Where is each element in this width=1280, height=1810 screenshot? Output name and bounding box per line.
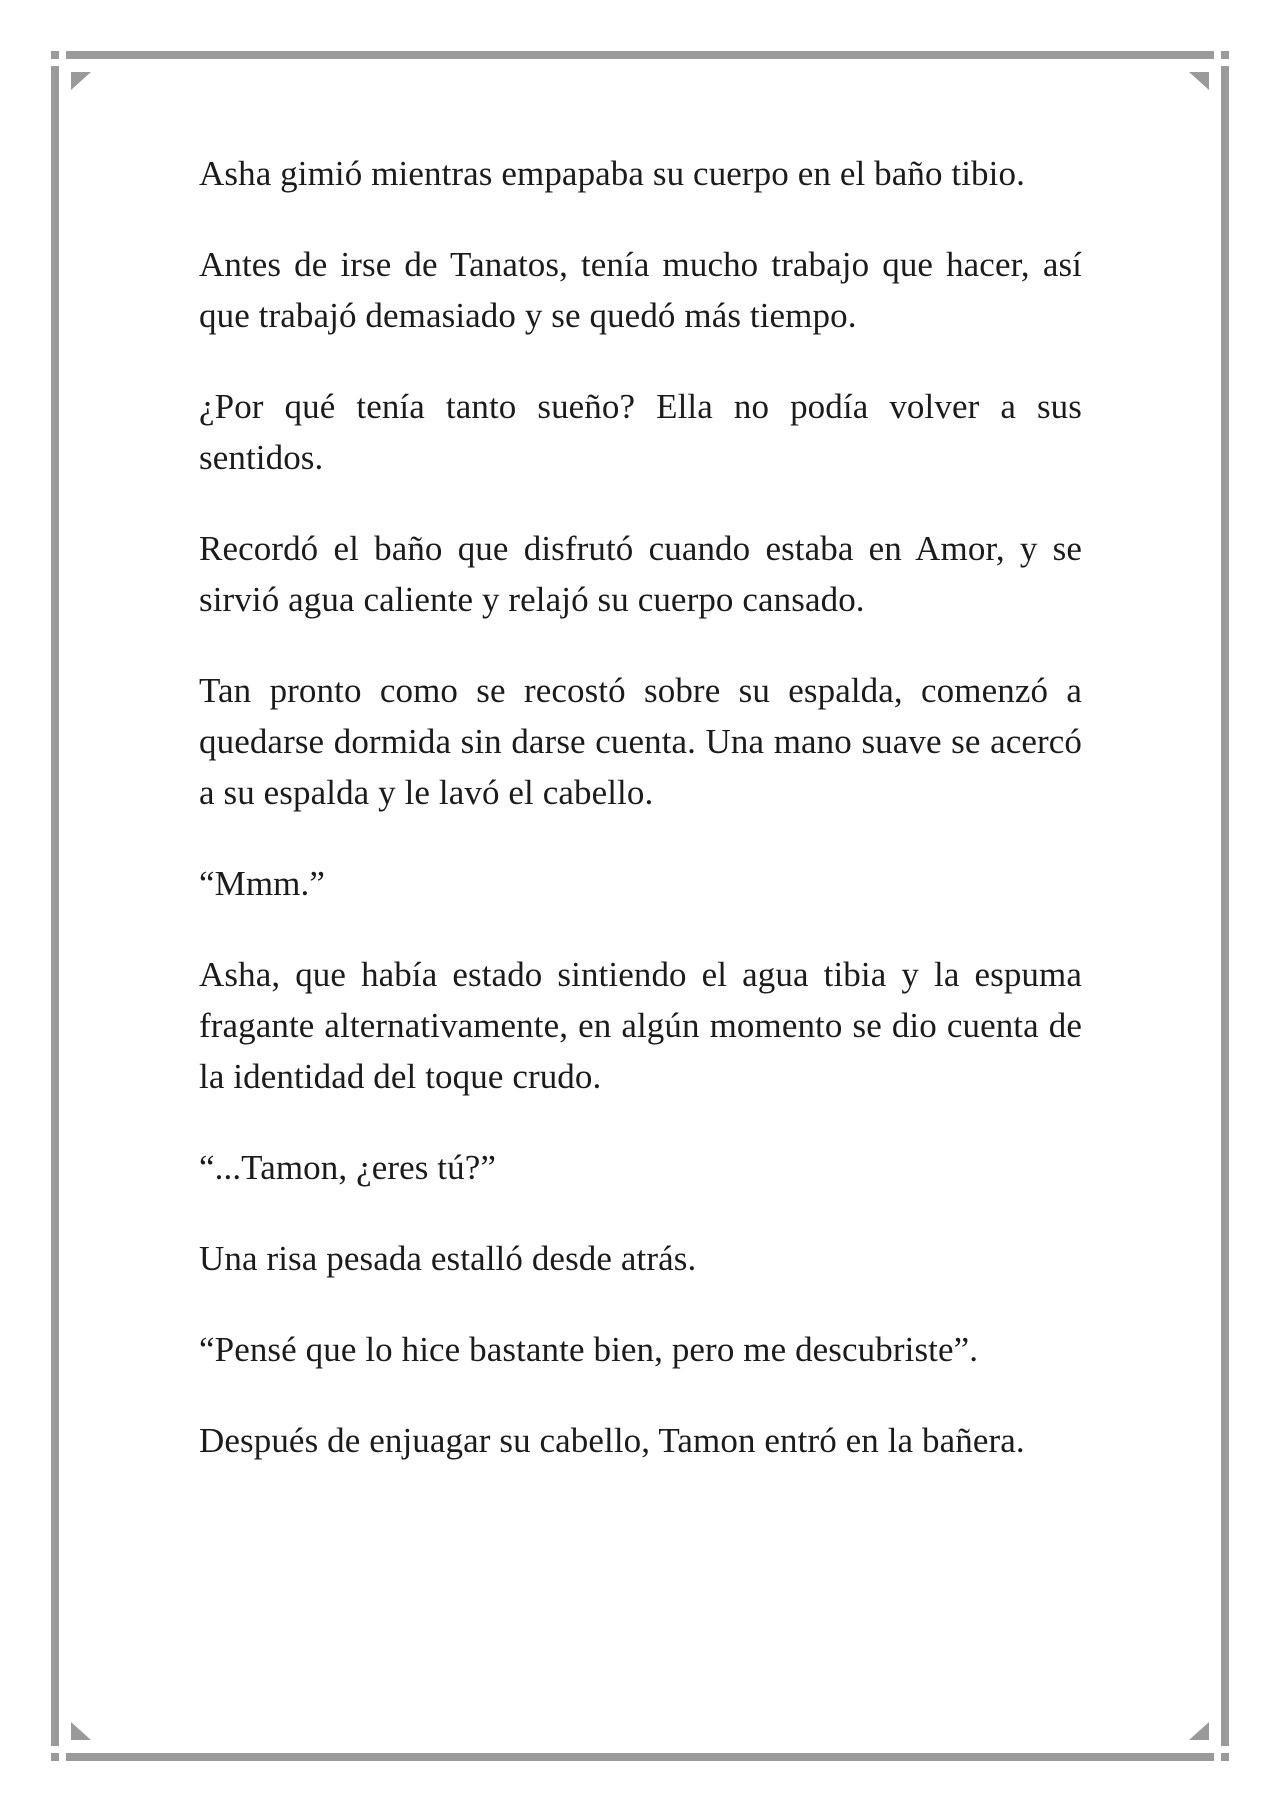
border-top (66, 51, 1214, 59)
paragraph: Antes de irse de Tanatos, tenía mucho trabajo que hacer, así que trabajó demasiado y se quedó más tiempo. (199, 245, 1082, 335)
corner-square-bl (51, 1753, 59, 1761)
paragraph: Después de enjuagar su cabello, Tamon entró en la bañera. (199, 1421, 1025, 1460)
corner-triangle-tl (71, 72, 91, 90)
border-bottom (66, 1753, 1214, 1761)
paragraph: “Mmm.” (199, 864, 325, 903)
paragraph: Una risa pesada estalló desde atrás. (199, 1239, 697, 1278)
paragraph: “...Tamon, ¿eres tú?” (199, 1148, 497, 1187)
corner-square-br (1221, 1753, 1229, 1761)
paragraph: Asha gimió mientras empapaba su cuerpo en el baño tibio. (199, 154, 1025, 193)
border-left (51, 66, 59, 1746)
corner-triangle-br (1189, 1722, 1209, 1740)
corner-square-tl (51, 51, 59, 59)
corner-square-tr (1221, 51, 1229, 59)
paragraph: ¿Por qué tenía tanto sueño? Ella no podía volver a sus sentidos. (199, 387, 1082, 477)
paragraph: Recordó el baño que disfrutó cuando estaba en Amor, y se sirvió agua caliente y relajó su cuerpo cansado. (199, 529, 1082, 619)
paragraph: Asha, que había estado sintiendo el agua tibia y la espuma fragante alternativamente, en algún momento se dio cuenta de la identidad del toque crudo. (199, 955, 1082, 1096)
paragraph: “Pensé que lo hice bastante bien, pero me descubriste”. (199, 1330, 979, 1369)
corner-triangle-tr (1189, 72, 1209, 90)
paragraph: Tan pronto como se recostó sobre su espalda, comenzó a quedarse dormida sin darse cuenta. Una mano suave se acercó a su espalda y le lavó el cabello. (199, 671, 1082, 812)
story-text (199, 148, 1082, 1506)
corner-triangle-bl (71, 1722, 91, 1740)
border-right (1221, 66, 1229, 1746)
